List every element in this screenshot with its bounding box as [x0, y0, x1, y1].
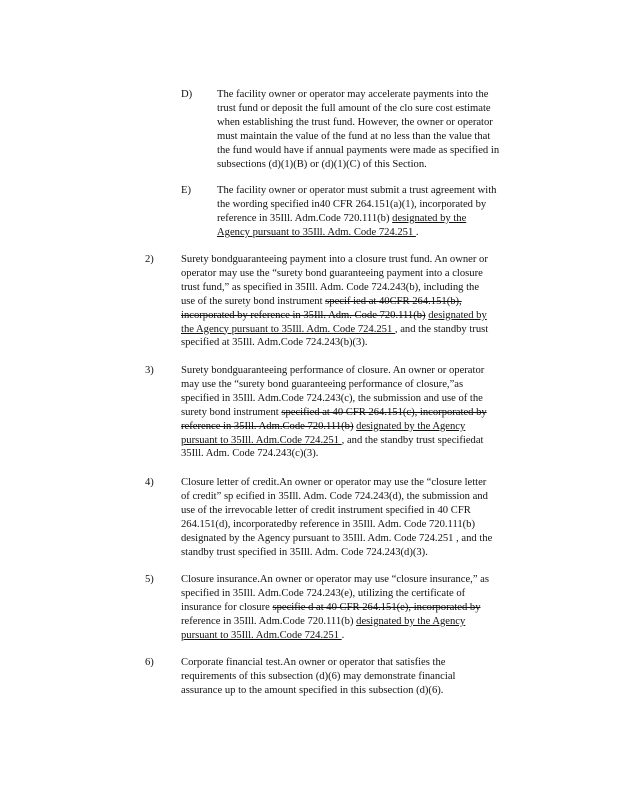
- text-line: [181, 656, 539, 670]
- text-line: [181, 267, 539, 281]
- text-line: [181, 629, 539, 643]
- text-run: , and the standby trust: [394, 323, 489, 335]
- item-label: 5): [145, 574, 154, 585]
- text-run: .: [341, 629, 345, 641]
- item-label: 6): [145, 657, 154, 668]
- text-run: the fund would have if annual payments were made as specified in: [217, 144, 500, 156]
- text-run: reference in 35Ill. Adm.Code 720.111(b): [217, 212, 393, 224]
- text-line: [217, 158, 539, 172]
- text-run: must maintain the value of the fund at no less than the value that: [217, 130, 491, 142]
- text-line: [217, 102, 539, 116]
- text-line: [181, 490, 539, 504]
- text-line: [181, 406, 539, 420]
- item-text: [217, 184, 539, 240]
- text-run: Surety bondguaranteeing performance of closure. An owner or operator: [181, 365, 485, 376]
- text-run: requirements of this subsection (d)(6) may demonstrate financial: [181, 670, 456, 682]
- item-text: [181, 573, 539, 643]
- text-line: [217, 130, 539, 144]
- text-run: The facility owner or operator may accelerate payments into the: [217, 89, 489, 100]
- text-run: designated by the Agency pursuant to 35Ill. Adm. Code 724.251 , and the: [181, 532, 493, 544]
- item-text: [181, 364, 539, 461]
- text-run: of credit” sp ecified in 35Ill. Adm. Code 724.243(d), the submission and: [181, 490, 488, 502]
- item-label: D): [181, 89, 193, 100]
- text-line: [181, 504, 539, 518]
- item-text: [181, 476, 539, 559]
- inserted-text: designated by the: [392, 212, 467, 224]
- text-line: [217, 116, 539, 130]
- inserted-text: designated by the Agency: [356, 420, 466, 432]
- text-line: [217, 184, 539, 198]
- deleted-text: specified at 40 CFR 264.151(c), incorporated by: [281, 406, 487, 418]
- text-line: [217, 88, 539, 102]
- text-line: [181, 392, 539, 406]
- text-line: [181, 253, 539, 267]
- text-line: [217, 144, 539, 158]
- deleted-text: specifie d at 40 CFR 264.151(e), incorporated by: [272, 601, 481, 613]
- text-run: surety bond instrument: [181, 406, 282, 418]
- text-run: assurance up to the amount specified in this subsection (d)(6).: [181, 684, 444, 696]
- text-run: reference in 35Ill. Adm.Code 720.111(b): [181, 615, 357, 627]
- text-run: specified in 35Ill. Adm.Code 724.243(e), utilizing the certificate of: [181, 587, 466, 599]
- inserted-text: designated by: [428, 309, 487, 321]
- text-line: [181, 684, 539, 698]
- text-run: Surety bondguaranteeing payment into a closure trust fund. An owner or: [181, 254, 488, 265]
- text-line: [181, 573, 539, 587]
- inserted-text: the Agency pursuant to 35Ill. Adm. Code 724.251: [181, 323, 395, 335]
- text-line: [181, 434, 539, 448]
- text-line: [181, 309, 539, 323]
- item-label: 2): [145, 254, 154, 265]
- text-line: [181, 601, 539, 615]
- text-run: trust fund or deposit the full amount of the clo sure cost estimate: [217, 102, 491, 114]
- text-run: 264.151(d), incorporatedby reference in 35Ill. Adm. Code 720.111(b): [181, 518, 475, 530]
- text-run: the wording specified in40 CFR 264.151(a)(1), incorporated by: [217, 198, 487, 210]
- text-line: [217, 198, 539, 212]
- item-text: [181, 253, 539, 350]
- text-line: [181, 323, 539, 337]
- text-line: [181, 281, 539, 295]
- text-run: Closure letter of credit.An owner or operator may use the “closure letter: [181, 477, 487, 488]
- text-run: The facility owner or operator must submit a trust agreement with: [217, 185, 497, 196]
- text-run: Corporate financial test.An owner or operator that satisfies the: [181, 657, 446, 668]
- inserted-text: pursuant to 35Ill. Adm.Code 724.251: [181, 434, 342, 446]
- deleted-text: incorporated by reference in 35Ill. Adm. Code 720.111(b): [181, 309, 426, 321]
- text-line: [181, 447, 539, 461]
- text-run: trust fund,” as specified in 35Ill. Adm. Code 724.243(b), including the: [181, 281, 480, 293]
- text-line: [181, 295, 539, 309]
- item-text: [181, 656, 539, 698]
- item-label: E): [181, 185, 191, 196]
- text-line: [181, 364, 539, 378]
- item-label: 3): [145, 365, 154, 376]
- text-run: , and the standby trust specifiedat: [341, 434, 484, 446]
- inserted-text: designated by the Agency: [356, 615, 466, 627]
- text-run: standby trust specified in 35Ill. Adm. Code 724.243(d)(3).: [181, 546, 428, 558]
- text-run: when establishing the trust fund. However, the owner or operator: [217, 116, 493, 128]
- text-run: may use the “surety bond guaranteeing performance of closure,”as: [181, 378, 464, 390]
- text-line: [181, 587, 539, 601]
- text-line: [181, 615, 539, 629]
- text-line: [181, 378, 539, 392]
- inserted-text: pursuant to 35Ill. Adm.Code 724.251: [181, 629, 342, 641]
- inserted-text: Agency pursuant to 35Ill. Adm. Code 724.251: [217, 226, 416, 238]
- deleted-text: specif ied at 40CFR 264.151(b),: [325, 295, 462, 307]
- text-line: [181, 336, 539, 350]
- text-run: use of the irrevocable letter of credit instrument specified in 40 CFR: [181, 504, 471, 516]
- text-line: [181, 518, 539, 532]
- text-line: [181, 546, 539, 560]
- text-run: operator may use the “surety bond guaranteeing payment into a closure: [181, 267, 483, 279]
- item-label: 4): [145, 477, 154, 488]
- text-line: [181, 532, 539, 546]
- text-run: specified at 35Ill. Adm.Code 724.243(b)(3).: [181, 337, 368, 349]
- text-run: .: [415, 226, 419, 238]
- text-line: [181, 420, 539, 434]
- deleted-text: reference in 35Ill. Adm.Code 720.111(b): [181, 420, 354, 432]
- text-run: subsections (d)(1)(B) or (d)(1)(C) of this Section.: [217, 158, 427, 170]
- text-run: use of the surety bond instrument: [181, 295, 326, 307]
- text-run: Closure insurance.An owner or operator may use “closure insurance,” as: [181, 574, 489, 585]
- text-line: [181, 670, 539, 684]
- text-line: [217, 212, 539, 226]
- text-line: [217, 226, 539, 240]
- text-run: specified in 35Ill. Adm.Code 724.243(c), the submission and use of the: [181, 392, 483, 404]
- text-run: 35Ill. Adm. Code 724.243(c)(3).: [181, 448, 319, 460]
- item-text: [217, 88, 539, 171]
- text-run: insurance for closure: [181, 601, 273, 613]
- text-line: [181, 476, 539, 490]
